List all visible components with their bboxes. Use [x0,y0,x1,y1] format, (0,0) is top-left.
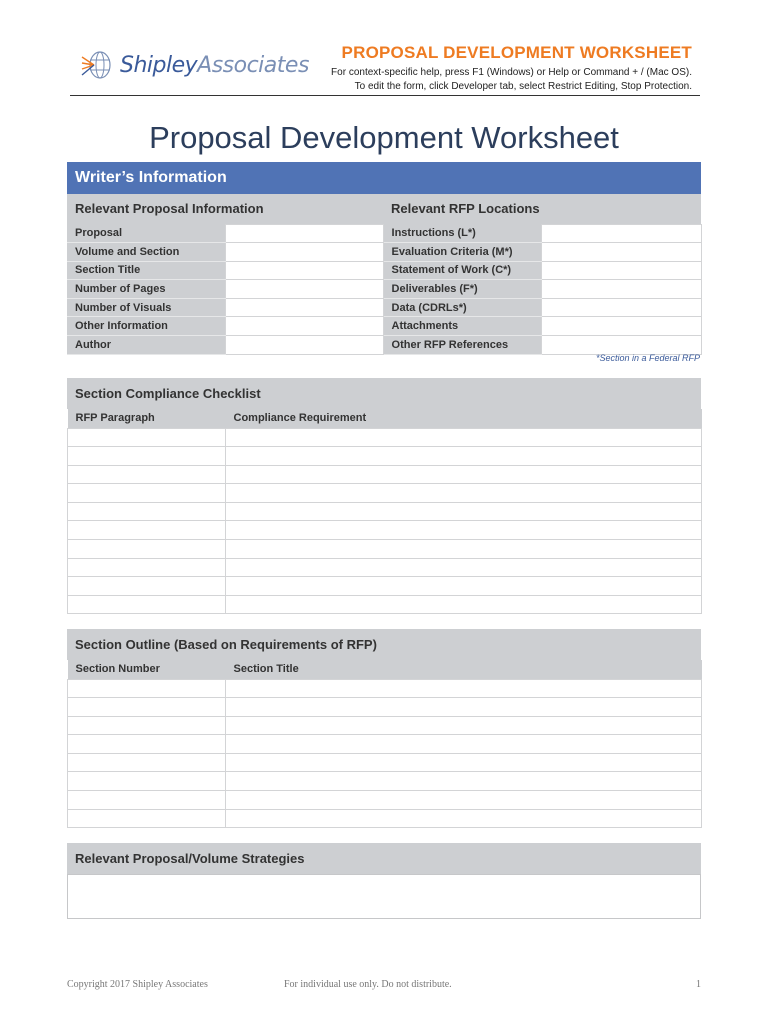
compliance-cell-1[interactable] [68,540,226,559]
page-number: 1 [696,979,701,990]
outline-cell-2[interactable] [226,735,702,754]
writers-info-row [67,317,701,336]
rfp-location-field[interactable] [541,298,701,317]
outline-cell-1[interactable] [68,735,226,754]
compliance-cell-2[interactable] [226,465,702,484]
writers-info-row [67,261,701,280]
shipley-logo [80,48,309,82]
section-outline-section [67,629,701,828]
left-subheading: Relevant Proposal Information [67,194,383,224]
table-row [68,577,702,596]
compliance-cell-1[interactable] [68,465,226,484]
proposal-info-field[interactable] [225,336,383,355]
writers-info-row [67,243,701,262]
proposal-info-label: Volume and Section [67,243,225,262]
table-row [68,735,702,754]
rfp-location-field[interactable] [541,336,701,355]
proposal-info-label: Section Title [67,261,225,280]
rfp-location-field[interactable] [541,280,701,299]
table-row [68,791,702,810]
proposal-info-field[interactable] [225,261,383,280]
writers-info-row [67,224,701,243]
writers-information-heading: Writer’s Information [67,162,701,194]
rfp-location-field[interactable] [541,317,701,336]
table-row [68,540,702,559]
outline-cell-1[interactable] [68,716,226,735]
proposal-info-label: Number of Visuals [67,298,225,317]
proposal-info-field[interactable] [225,298,383,317]
writers-info-row [67,280,701,299]
compliance-cell-2[interactable] [226,595,702,614]
federal-rfp-note: *Section in a Federal RFP [595,353,700,363]
outline-cell-2[interactable] [226,753,702,772]
table-row [68,772,702,791]
table-row [68,595,702,614]
compliance-cell-1[interactable] [68,447,226,466]
rfp-location-label: Statement of Work (C*) [383,261,541,280]
distribution-notice: For individual use only. Do not distribute. [284,979,452,990]
proposal-info-label: Author [67,336,225,355]
table-row [68,447,702,466]
compliance-cell-2[interactable] [226,577,702,596]
globe-logo-icon [80,49,116,81]
table-row [68,465,702,484]
header-title: PROPOSAL DEVELOPMENT WORKSHEET [341,43,692,62]
rfp-location-label: Evaluation Criteria (M*) [383,243,541,262]
rfp-location-label: Data (CDRLs*) [383,298,541,317]
compliance-cell-1[interactable] [68,428,226,447]
compliance-cell-2[interactable] [226,558,702,577]
rfp-location-label: Other RFP References [383,336,541,355]
strategies-heading: Relevant Proposal/Volume Strategies [67,843,701,874]
outline-cell-2[interactable] [226,809,702,828]
compliance-cell-2[interactable] [226,502,702,521]
table-row [68,428,702,447]
outline-cell-2[interactable] [226,791,702,810]
outline-cell-1[interactable] [68,809,226,828]
rfp-location-label: Attachments [383,317,541,336]
table-row [68,753,702,772]
writers-information-section [67,162,701,355]
table-row [68,484,702,503]
right-subheading: Relevant RFP Locations [383,194,701,224]
col-rfp-paragraph: RFP Paragraph [68,409,226,428]
proposal-info-label: Proposal [67,224,225,243]
outline-cell-2[interactable] [226,772,702,791]
compliance-heading: Section Compliance Checklist [67,378,701,409]
compliance-cell-2[interactable] [226,521,702,540]
compliance-cell-1[interactable] [68,558,226,577]
proposal-info-field[interactable] [225,224,383,243]
outline-cell-2[interactable] [226,679,702,698]
proposal-info-field[interactable] [225,243,383,262]
table-row [68,698,702,717]
page-header [70,40,700,96]
proposal-info-label: Number of Pages [67,280,225,299]
compliance-table [67,409,702,614]
help-text: For context-specific help, press F1 (Windows) or Help or Command + / (Mac OS). [331,67,692,78]
table-row [68,809,702,828]
strategies-section [67,843,701,919]
writers-info-row [67,336,701,355]
table-row [68,502,702,521]
strategies-field[interactable] [67,874,701,919]
compliance-checklist-section [67,378,701,614]
compliance-cell-1[interactable] [68,484,226,503]
compliance-cell-1[interactable] [68,595,226,614]
outline-cell-1[interactable] [68,791,226,810]
outline-cell-2[interactable] [226,716,702,735]
rfp-location-label: Deliverables (F*) [383,280,541,299]
compliance-cell-1[interactable] [68,577,226,596]
compliance-cell-2[interactable] [226,540,702,559]
col-section-number: Section Number [68,660,226,679]
proposal-info-label: Other Information [67,317,225,336]
outline-cell-2[interactable] [226,698,702,717]
logo-brand: Shipley [120,52,198,78]
table-row [68,679,702,698]
writers-information-table [67,194,702,355]
table-row [68,716,702,735]
rfp-location-field[interactable] [541,243,701,262]
outline-cell-1[interactable] [68,753,226,772]
outline-cell-1[interactable] [68,679,226,698]
document-title: Proposal Development Worksheet [149,120,619,155]
outline-cell-1[interactable] [68,698,226,717]
proposal-info-field[interactable] [225,317,383,336]
rfp-location-field[interactable] [541,224,701,243]
compliance-cell-2[interactable] [226,428,702,447]
proposal-info-field[interactable] [225,280,383,299]
copyright-text: Copyright 2017 Shipley Associates [67,979,208,990]
edit-instructions: To edit the form, click Developer tab, select Restrict Editing, Stop Protection. [354,81,692,92]
outline-cell-1[interactable] [68,772,226,791]
rfp-location-field[interactable] [541,261,701,280]
outline-table [67,660,702,828]
table-row [68,558,702,577]
col-compliance-requirement: Compliance Requirement [226,409,702,428]
rfp-location-label: Instructions (L*) [383,224,541,243]
compliance-cell-1[interactable] [68,502,226,521]
table-row [68,521,702,540]
compliance-cell-2[interactable] [226,447,702,466]
compliance-cell-2[interactable] [226,484,702,503]
col-section-title: Section Title [226,660,702,679]
compliance-cell-1[interactable] [68,521,226,540]
writers-info-row [67,298,701,317]
logo-brand-2: Associates [197,52,309,78]
outline-heading: Section Outline (Based on Requirements of RFP) [67,629,701,660]
